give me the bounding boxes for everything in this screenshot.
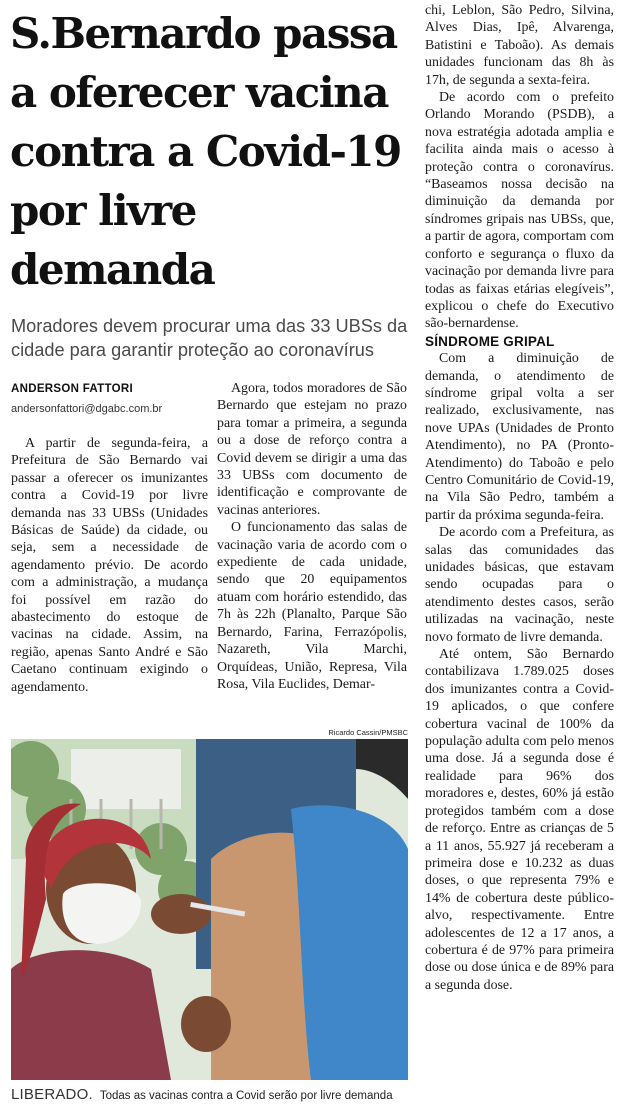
photo-caption bbox=[11, 1086, 411, 1103]
photo-credit: Ricardo Cassin/PMSBC bbox=[328, 728, 408, 737]
vaccination-illustration bbox=[11, 739, 408, 1080]
paragraph-2: Agora, todos moradores de São Bernardo que estejam no prazo para tomar a primeira, a segunda ou a dose de reforço contra a Covid devem se dirigir a uma das 33 UBSs com documento de identificação e comprovante de vacinas anteriores. bbox=[217, 381, 407, 518]
paragraph-4: De acordo com o prefeito Orlando Morando (PSDB), a nova estratégia adotada amplia e facilita ainda mais o acesso à proteção contra o coronavírus. “Baseamos nossa decisão na diminuição da demanda por síndromes gripais nas UBSs, que, a partir de agora, comportam com conforto e segurança o fluxo da vacinação por demanda livre para todas as faixas etárias elegíveis”, explicou o chefe do Executivo são-bernardense. bbox=[425, 90, 614, 332]
headline: S.Bernardo passa a oferecer vacina contra a Covid-19 por livre demanda bbox=[10, 9, 401, 294]
paragraph-6: De acordo com a Prefeitura, as salas das comunidades das unidades básicas, que estavam sendo ocupadas para o atendimento destes casos, serão utilizadas na vacinação, neste novo formato de livre demanda. bbox=[425, 525, 614, 645]
paragraph-3: O funcionamento das salas de vacinação varia de acordo com o expediente de cada unidade, sendo que 20 equipamentos atuam com horário estendido, das 7h às 22h (Planalto, Parque São Bernardo, Farina, Ferrazópolis, Nazareth, Vila Marchi, Orquídeas, União, Represa, Vila Rosa, Vila Euclides, Demar- bbox=[217, 520, 407, 692]
paragraph-5: Com a diminuição de demanda, o atendimento de síndrome gripal volta a ser realizado, exclusivamente, nas nove UPAs (Unidades de Pronto Atendimento), no PA (Pronto-Atendimento) do Taboão e pelo Centro Comunitário de Covid-19, na Vila São Pedro, também a partir da próxima segunda-feira. bbox=[425, 351, 614, 523]
caption-text: Todas as vacinas contra a Covid serão por livre demanda bbox=[99, 1090, 393, 1102]
section-title: SÍNDROME GRIPAL bbox=[425, 333, 555, 349]
article-column-2 bbox=[217, 380, 407, 693]
vaccination-photo bbox=[11, 739, 408, 1080]
paragraph-7: Até ontem, São Bernardo contabilizava 1.789.025 doses dos imunizantes contra a Covid-19 aplicados, o que confere cobertura vacinal de 100% da população adulta com pelo menos uma dose. Já a segunda dose é realidade para 96% dos moradores e, destes, 60% já estão protegidos também com a dose de reforço. Entre as crianças de 5 a 11 anos, 55.927 já receberam a primeira dose e 10.232 as duas doses, o que representa 79% e 14% de cobertura deste público-alvo, respectivamente. Entre adolescentes de 12 a 17 anos, a cobertura é de 97% para primeira dose ou dose única e de 89% para a segunda dose. bbox=[425, 647, 615, 993]
byline-email[interactable]: andersonfattori@dgabc.com.br bbox=[11, 403, 163, 415]
byline-author: ANDERSON FATTORI bbox=[11, 383, 133, 395]
paragraph-3-continued: chi, Leblon, São Pedro, Silvina, Alves Dias, Ipê, Alvarenga, Batistini e Taboão). As demais unidades funcionam das 8h às 17h, de segunda a sexta-feira. bbox=[425, 3, 614, 88]
article-column-3 bbox=[425, 2, 614, 994]
subhead: Moradores devem procurar uma das 33 UBSs da cidade para garantir proteção ao coronavírus bbox=[11, 316, 408, 360]
caption-tag: LIBERADO. bbox=[11, 1086, 93, 1103]
paragraph-1: A partir de segunda-feira, a Prefeitura de São Bernardo vai passar a oferecer os imunizantes contra a Covid-19 por livre demanda nas 33 UBSs (Unidades Básicas de Saúde) da cidade, ou seja, sem a necessidade de agendamento prévio. De acordo com a administração, a mudança foi possível em razão do abastecimento do estoque de vacinas na cidade. Assim, na região, apenas Santo André e São Caetano continuam exigindo o agendamento. bbox=[11, 436, 208, 695]
article-column-1 bbox=[11, 435, 208, 696]
